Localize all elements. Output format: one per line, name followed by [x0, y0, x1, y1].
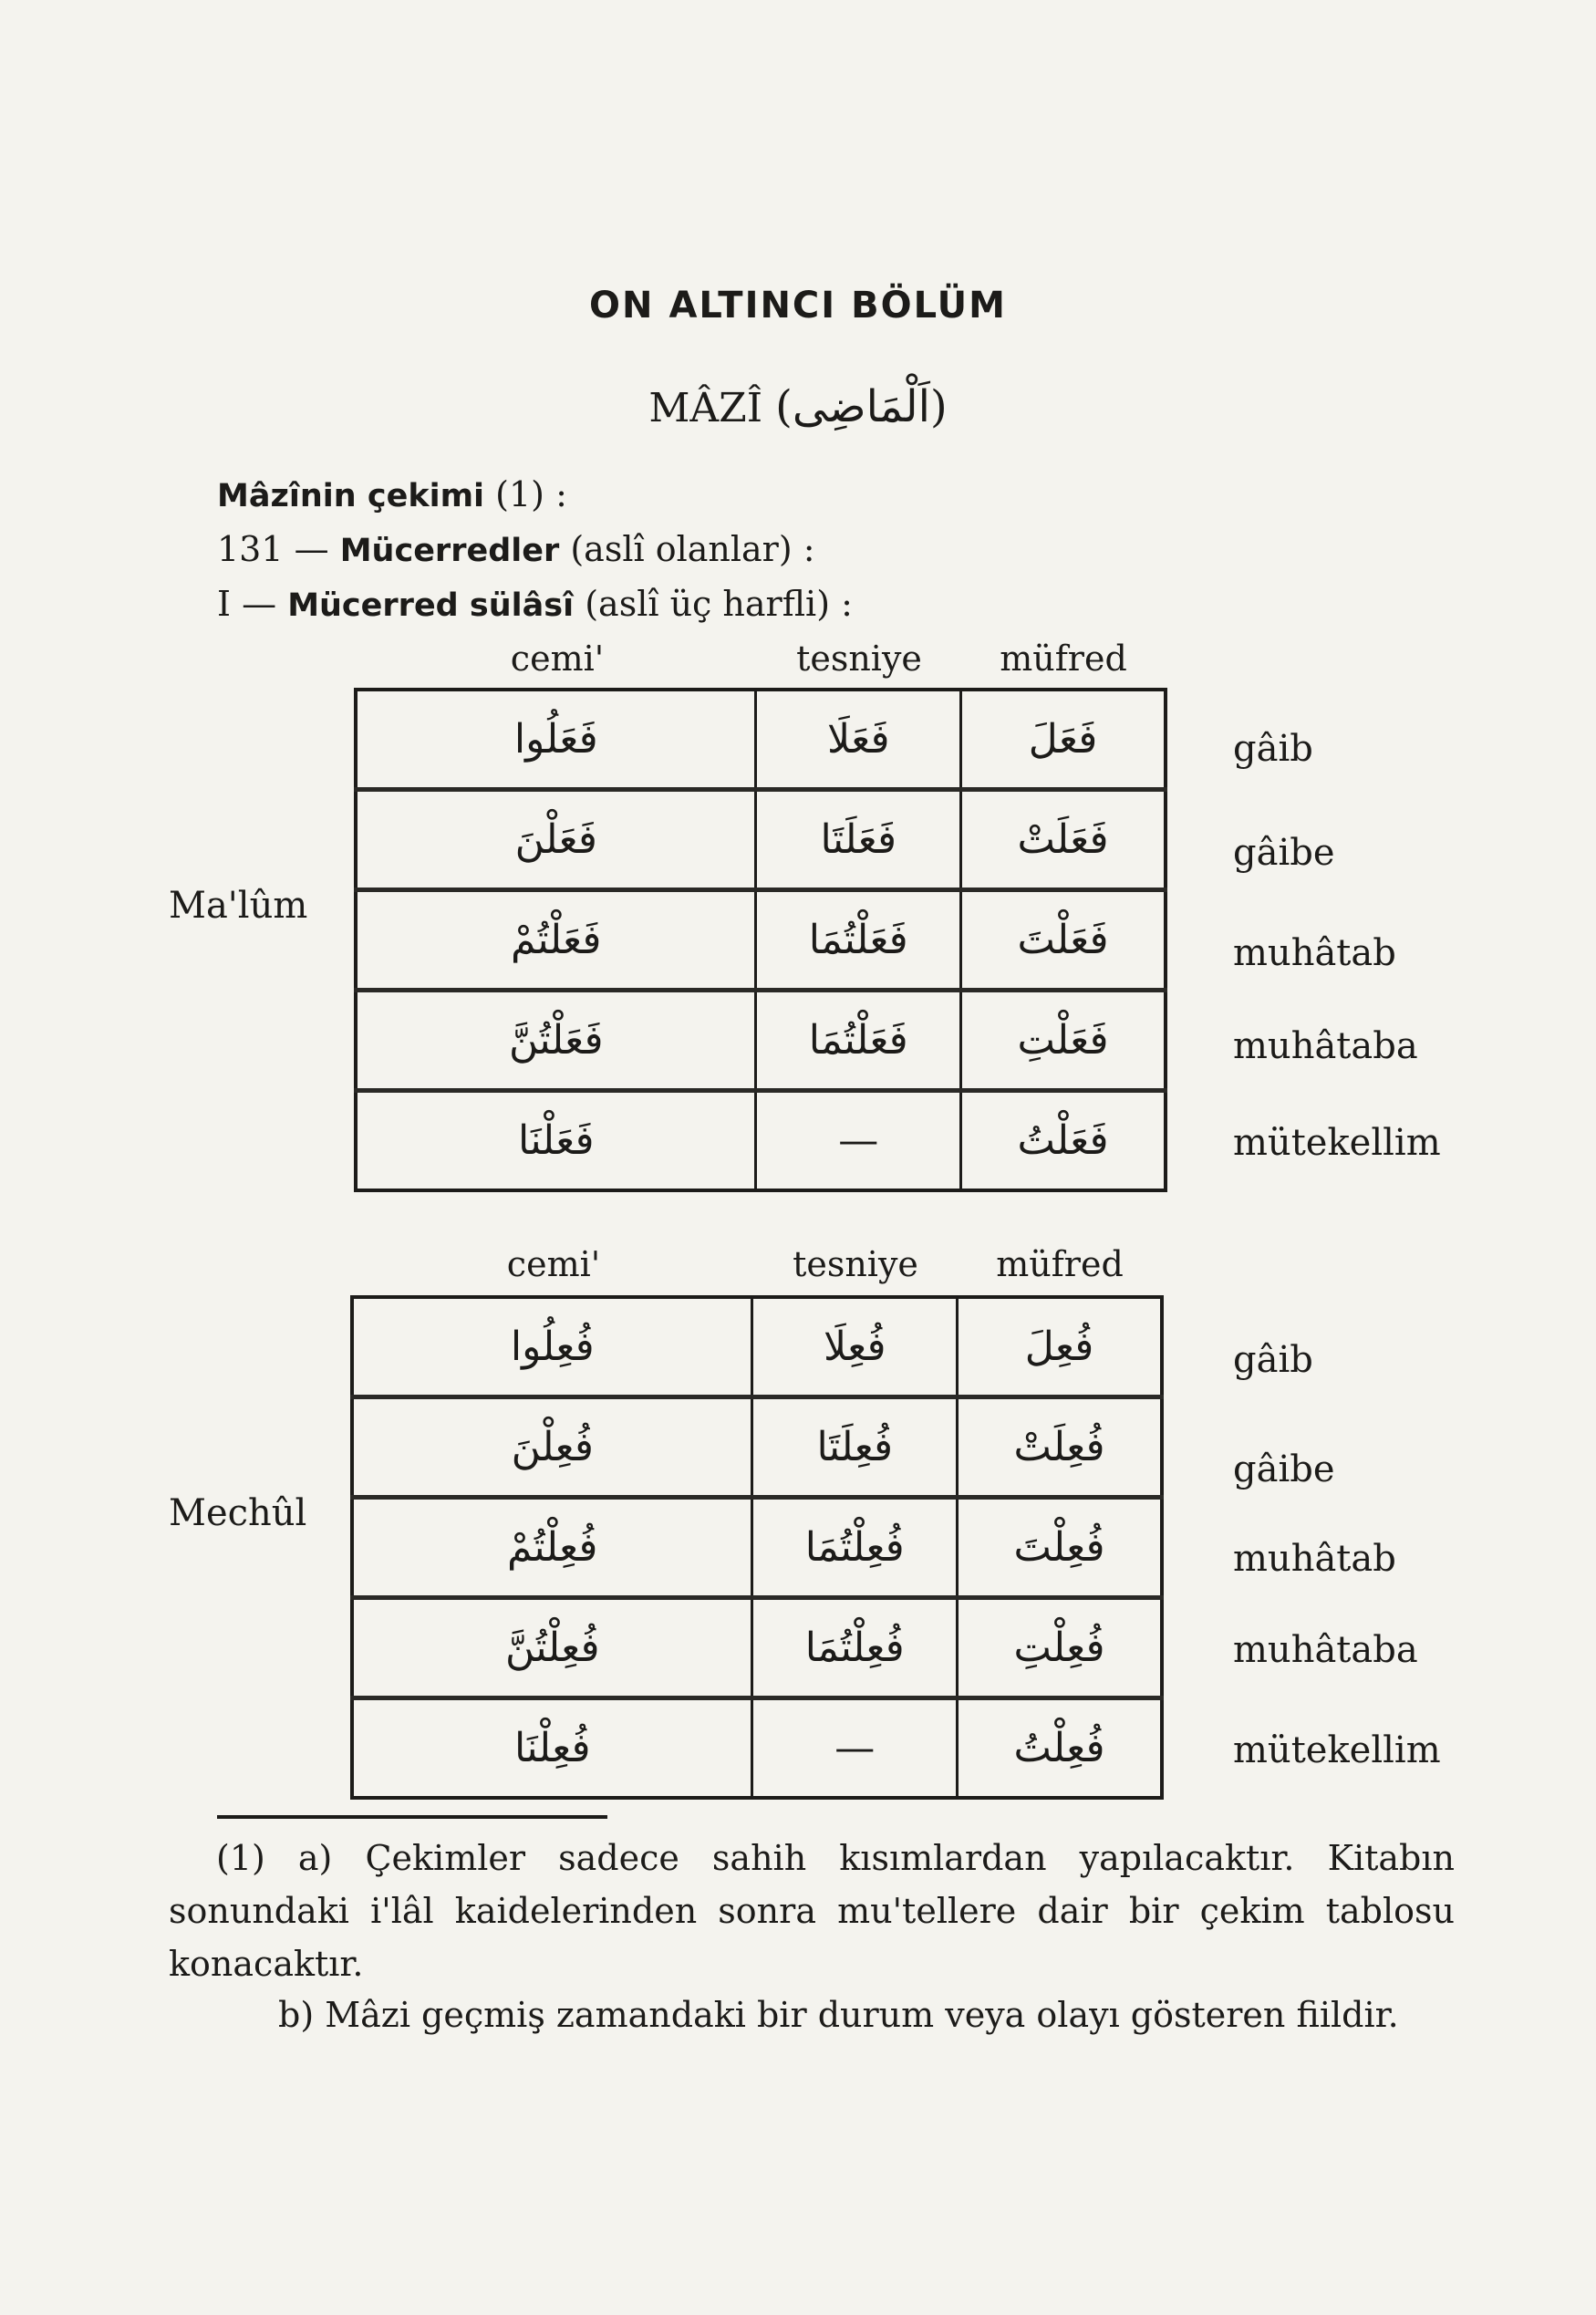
person-label: mütekellim	[1233, 1122, 1441, 1164]
footnote-divider	[217, 1815, 607, 1819]
person-label: muhâtaba	[1233, 1629, 1418, 1671]
table-row	[352, 1498, 1162, 1598]
footnote-b: b) Mâzi geçmiş zamandaki bir durum veya olayı gösteren fiildir.	[278, 1995, 1399, 2035]
person-label: gâib	[1233, 1339, 1313, 1381]
cell-plural: فُعِلُوا	[352, 1297, 752, 1397]
subsection-number: I —	[217, 584, 277, 624]
intro-heading-note: (1) :	[495, 474, 567, 514]
voice-label-passive: Mechûl	[169, 1492, 307, 1534]
cell-singular: فُعِلْتُ	[957, 1698, 1162, 1799]
person-label: muhâtab	[1233, 1538, 1396, 1580]
cell-dual: —	[756, 1091, 961, 1191]
cell-singular: فُعِلْتَ	[957, 1498, 1162, 1598]
table-row	[356, 890, 1166, 991]
person-label: gâibe	[1233, 832, 1335, 874]
cell-singular: فَعَلْتُ	[960, 1091, 1166, 1191]
cell-singular: فُعِلَ	[957, 1297, 1162, 1397]
cell-plural: فُعِلْنَا	[352, 1698, 752, 1799]
section-arabic-title: (اَلْمَاضِى)	[775, 381, 948, 432]
cell-singular: فَعَلْتِ	[960, 991, 1166, 1091]
cell-singular: فَعَلْتَ	[960, 890, 1166, 991]
section-heading	[0, 381, 1596, 432]
cell-dual: فَعَلْتُمَا	[756, 890, 961, 991]
cell-singular: فَعَلَتْ	[960, 790, 1166, 890]
column-header-plural: cemi'	[510, 638, 605, 679]
cell-dual: فُعِلْتُمَا	[752, 1498, 958, 1598]
footnote-a: (1) a) Çekimler sadece sahih kısımlardan yapılacaktır. Kitabın sonundaki i'lâl kaidelerinden sonra mu'tellere dair bir çekim tablosu konacaktır.	[169, 1838, 1455, 1984]
term-mucerred-sulasi: Mücerred sülâsî	[287, 587, 575, 624]
section-title: MÂZÎ	[648, 385, 763, 431]
cell-singular: فُعِلَتْ	[957, 1397, 1162, 1498]
person-label: muhâtab	[1233, 932, 1396, 974]
table-row	[352, 1297, 1162, 1397]
cell-plural: فُعِلْتُمْ	[352, 1498, 752, 1598]
cell-singular: فُعِلْتِ	[957, 1598, 1162, 1698]
cell-singular: فَعَلَ	[960, 690, 1166, 790]
table-row	[352, 1397, 1162, 1498]
cell-dual: فُعِلَا	[752, 1297, 958, 1397]
cell-dual: —	[752, 1698, 958, 1799]
chapter-title: ON ALTINCI BÖLÜM	[589, 285, 1007, 327]
intro-line-conjugation	[217, 474, 567, 514]
cell-plural: فَعَلْنَ	[356, 790, 756, 890]
cell-plural: فُعِلْتُنَّ	[352, 1598, 752, 1698]
cell-dual: فَعَلَتَا	[756, 790, 961, 890]
cell-dual: فَعَلْتُمَا	[756, 991, 961, 1091]
cell-plural: فَعَلْتُمْ	[356, 890, 756, 991]
term-gloss: (aslî üç harfli) :	[585, 584, 853, 624]
person-label: mütekellim	[1233, 1729, 1441, 1771]
passive-conjugation-table	[350, 1295, 1164, 1800]
table-row	[356, 790, 1166, 890]
person-label: gâib	[1233, 728, 1313, 770]
table-row	[356, 690, 1166, 790]
paragraph-number: 131 —	[217, 529, 329, 569]
table-row	[356, 991, 1166, 1091]
intro-line-mucerred	[217, 529, 815, 569]
cell-plural: فَعَلْنَا	[356, 1091, 756, 1191]
cell-plural: فَعَلُوا	[356, 690, 756, 790]
cell-dual: فَعَلَا	[756, 690, 961, 790]
term-gloss: (aslî olanlar) :	[570, 529, 815, 569]
term-mucerredler: Mücerredler	[339, 533, 560, 569]
table-row	[352, 1598, 1162, 1698]
table-row	[352, 1698, 1162, 1799]
table-row	[356, 1091, 1166, 1191]
active-conjugation-table	[354, 688, 1167, 1192]
voice-label-active: Ma'lûm	[169, 885, 308, 927]
column-header-dual: tesniye	[796, 638, 922, 679]
cell-plural: فَعَلْتُنَّ	[356, 991, 756, 1091]
person-label: muhâtaba	[1233, 1025, 1418, 1067]
column-header-singular: müfred	[996, 1244, 1124, 1284]
cell-plural: فُعِلْنَ	[352, 1397, 752, 1498]
intro-line-sulasi	[217, 584, 853, 624]
person-label: gâibe	[1233, 1448, 1335, 1490]
column-header-singular: müfred	[1000, 638, 1127, 679]
cell-dual: فُعِلَتَا	[752, 1397, 958, 1498]
column-header-dual: tesniye	[793, 1244, 918, 1284]
cell-dual: فُعِلْتُمَا	[752, 1598, 958, 1698]
column-header-plural: cemi'	[506, 1244, 601, 1284]
intro-heading: Mâzînin çekimi	[217, 478, 485, 514]
